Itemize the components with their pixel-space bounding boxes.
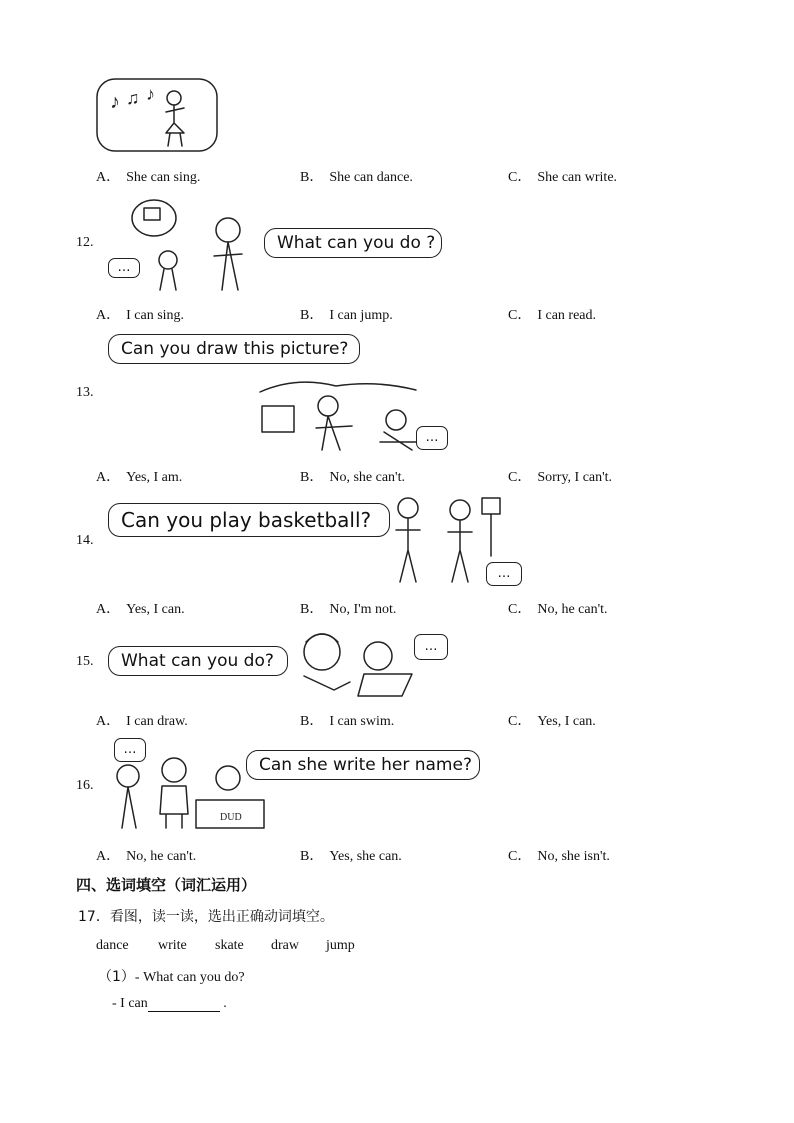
answer-blank[interactable]: [148, 997, 220, 1012]
q16-reply-bubble: …: [114, 738, 146, 762]
q15-option-a[interactable]: A． I can draw.: [96, 714, 188, 729]
q16-number: 16.: [76, 778, 94, 793]
q12-option-b[interactable]: B． I can jump.: [300, 308, 393, 323]
q14-option-c[interactable]: C． No, he can't.: [508, 602, 608, 617]
q15-option-c[interactable]: C． Yes, I can.: [508, 714, 596, 729]
q15-option-b[interactable]: B． I can swim.: [300, 714, 395, 729]
svg-text:♪: ♪: [146, 84, 155, 104]
q12-option-a[interactable]: A． I can sing.: [96, 308, 185, 323]
section-heading: 四、选词填空（词汇运用）: [76, 876, 257, 894]
q12-option-c[interactable]: C． I can read.: [508, 308, 597, 323]
svg-text:DUD: DUD: [220, 812, 242, 823]
q14-reply-bubble: …: [486, 562, 522, 586]
q16-option-a[interactable]: A． No, he can't.: [96, 849, 197, 864]
q12-speech-bubble: What can you do ?: [264, 228, 442, 258]
q14-option-a[interactable]: A． Yes, I can.: [96, 602, 185, 617]
svg-text:♪: ♪: [110, 91, 120, 113]
q17-instruction: 17．看图，读一读，选出正确动词填空。: [78, 909, 334, 925]
q14-option-b[interactable]: B． No, I'm not.: [300, 602, 397, 617]
q11-option-c[interactable]: C． She can write.: [508, 170, 618, 185]
q17-sub1-answer: - I can .: [112, 996, 227, 1011]
q16-option-b[interactable]: B． Yes, she can.: [300, 849, 402, 864]
q12-reply-bubble: …: [108, 258, 140, 278]
q13-option-c[interactable]: C． Sorry, I can't.: [508, 470, 613, 485]
q11-option-a[interactable]: A． She can sing.: [96, 170, 201, 185]
svg-text:♫: ♫: [126, 88, 140, 108]
q13-number: 13.: [76, 385, 94, 400]
q16-speech-bubble: Can she write her name?: [246, 750, 480, 780]
singing-girl-picture: [96, 78, 220, 152]
q17-sub1-question: （1）- What can you do?: [98, 969, 245, 985]
q15-reply-bubble: …: [414, 634, 448, 660]
word-bank-dance: dance: [96, 938, 129, 953]
q15-number: 15.: [76, 654, 94, 669]
q13-speech-bubble: Can you draw this picture?: [108, 334, 360, 364]
q16-option-c[interactable]: C． No, she isn't.: [508, 849, 610, 864]
q15-speech-bubble: What can you do?: [108, 646, 288, 676]
word-bank-skate: skate: [215, 938, 244, 953]
q12-number: 12.: [76, 235, 94, 250]
q13-reply-bubble: …: [416, 426, 448, 450]
q14-number: 14.: [76, 533, 94, 548]
q13-option-b[interactable]: B． No, she can't.: [300, 470, 405, 485]
word-bank-draw: draw: [271, 938, 299, 953]
word-bank-write: write: [158, 938, 187, 953]
q11-option-b[interactable]: B． She can dance.: [300, 170, 413, 185]
q14-speech-bubble: Can you play basketball?: [108, 503, 390, 537]
q13-option-a[interactable]: A． Yes, I am.: [96, 470, 183, 485]
word-bank-jump: jump: [326, 938, 355, 953]
